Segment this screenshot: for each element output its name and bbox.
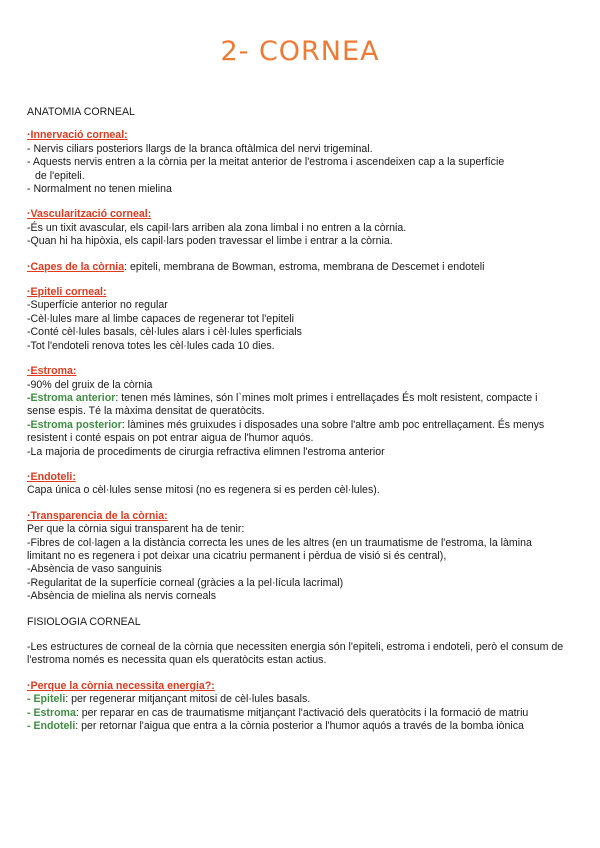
energia-label: ·Perque la còrnia necessita energia?: [27,679,215,692]
energia-item-name: - Estroma [27,706,76,719]
text-line: -Absència de vaso sanguinis [27,563,162,576]
page-title: 2- CORNEA [220,36,380,67]
estroma-anterior-label: -Estroma anterior [27,391,116,404]
vascularitzacio-label: ·Vascularització corneal: [27,208,152,221]
text-line: -És un tixit avascular, els capil·lars arriben ala zona limbal i no entren a la còrnia. [27,221,407,234]
innervacio-block [27,129,567,196]
text-line: de l'epiteli. [35,169,85,182]
section-heading-anatomia: ANATOMIA CORNEAL [27,106,135,118]
estroma-label: ·Estroma: [27,365,77,378]
document-body [27,106,567,733]
energia-item-name: - Epiteli [27,693,66,706]
energia-item [27,707,567,720]
epiteli-block [27,286,567,353]
text-line: - Aquests nervis entren a la còrnia per la meitat anterior de l'estroma i ascendeixen cap a la superfície [27,156,505,169]
energia-item [27,720,567,733]
text-line: -Tot l'endoteli renova totes les cèl·lules cada 10 dies. [27,339,275,352]
text-line: -Quan hi ha hipòxia, els capil·lars poden travessar el limbe i entrar a la còrnia. [27,235,393,248]
section-heading-fisiologia: FISIOLOGIA CORNEAL [27,615,141,628]
energia-block [27,680,567,734]
text-line: -Cèl·lules mare al limbe capaces de regenerar tot l'epiteli [27,312,294,325]
text-line: Per que la còrnia sigui transparent ha de tenir: [27,523,245,536]
text-line: Capa única o cèl·lules sense mitosi (no es regenera si es perden cèl·lules). [27,484,380,497]
estroma-posterior-text: : làmines més gruixudes i disposades una sobre l'altre amb poc entrellaçament. És menys resistent i conté espais on pot entrar aigua de l'humor aquós. [27,418,545,445]
estroma-anterior [27,392,567,419]
energia-item-text: : per retornar l'aigua que entra a la còrnia posterior a l'humor aquós a través de la bomba iònica [75,720,524,733]
text-line: -La majoria de procediments de cirurgia refractiva elimnen l'estroma anterior [27,445,385,458]
energia-item-text: : per reparar en cas de traumatisme mitjançant l'activació dels queratòcits i la formació de matriu [75,706,529,719]
innervacio-label: ·Innervació corneal: [27,129,128,142]
endoteli-label: ·Endoteli: [27,470,76,483]
vascularitzacio-block [27,208,567,248]
capes-block [27,261,567,274]
estroma-block [27,365,567,459]
text-line: - Nervis ciliars posteriors llargs de la branca oftàlmica del nervi trigeminal. [27,142,373,155]
estroma-anterior-text: : tenen més làmines, són l`mines molt primes i entrellaçades És molt resistent, compacte i sense espis. Té la màxima densitat de queratòcits. [27,391,538,418]
text-line: -Conté cèl·lules basals, cèl·lules alars i cèl·lules sperficials [27,326,302,339]
transparencia-label: ·Transparencia de la còrnia: [27,509,168,522]
capes-label: ·Capes de la còrnia [27,260,125,273]
text-line: -Absència de mielina als nervis corneals [27,590,217,603]
transparencia-block [27,510,567,604]
capes-text: : epiteli, membrana de Bowman, estroma, membrana de Descemet i endoteli [124,260,485,273]
energia-item-name: - Endoteli [27,720,76,733]
energia-item [27,693,567,706]
endoteli-block [27,471,567,498]
epiteli-label: ·Epiteli corneal: [27,286,107,299]
text-line: -90% del gruix de la còrnia [27,378,153,391]
text-line: - Normalment no tenen mielina [27,183,172,196]
fisiologia-intro: -Les estructures de corneal de la còrnia que necessiten energia són l'epiteli, estroma i endoteli, però el consum de l'estroma només es necessita quan els queratòcits estan actius. [27,641,564,667]
text-line: -Fibres de col·lagen a la distància correcta les unes de les altres (en un traumatisme de l'estroma, la làmina limitant no es regenera i pot deixar una cicatriu permanent i pèrdua de visió si és central), [27,536,532,562]
text-line: -Regularitat de la superfície corneal (gràcies a la pel·lícula lacrimal) [27,576,344,589]
energia-item-text: : per regenerar mitjançant mitosi de cèl·lules basals. [65,693,311,706]
estroma-posterior-label: -Estroma posterior [27,418,122,431]
text-line: -Superfície anterior no regular [27,299,168,312]
estroma-posterior [27,419,567,446]
